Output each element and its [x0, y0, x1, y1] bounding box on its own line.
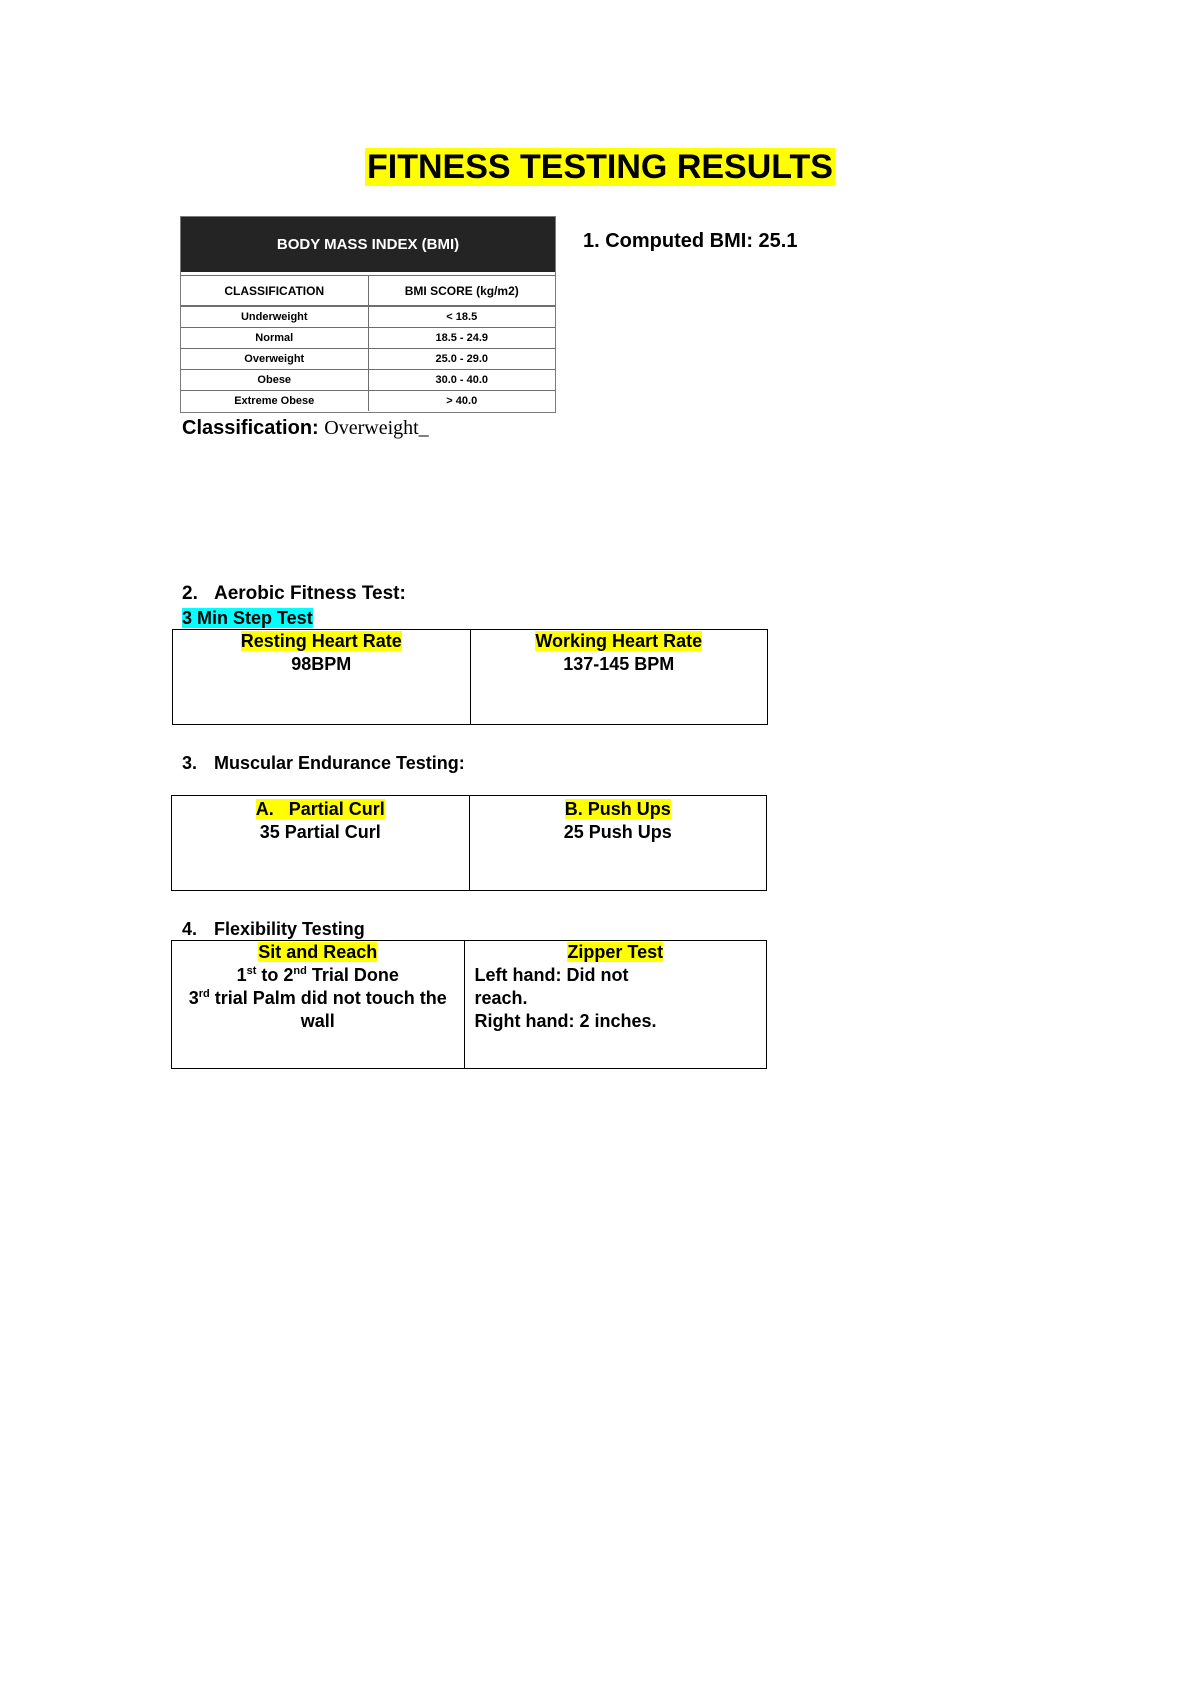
bmi-row-score: 25.0 - 29.0: [435, 353, 489, 365]
resting-heart-rate-label: Resting Heart Rate: [240, 631, 402, 651]
bmi-reference-table: [180, 216, 556, 413]
endurance-heading: 3. Muscular Endurance Testing:: [182, 753, 465, 773]
working-heart-rate-value: 137-145 BPM: [563, 654, 675, 674]
partial-curl-cell: [172, 796, 469, 890]
aerobic-heading: 2. Aerobic Fitness Test:: [182, 583, 406, 604]
bmi-row-score: 18.5 - 24.9: [435, 332, 489, 344]
table-row: [181, 348, 555, 369]
bmi-row-label: Extreme Obese: [181, 391, 369, 411]
classification-label: Classification:: [182, 417, 319, 439]
bmi-row-label: Underweight: [181, 307, 369, 327]
table-row: [181, 305, 555, 327]
working-heart-rate-label: Working Heart Rate: [535, 631, 703, 651]
push-ups-label: B. Push Ups: [564, 799, 671, 819]
table-row: [181, 390, 555, 411]
bmi-table-header: BODY MASS INDEX (BMI): [181, 217, 555, 272]
zipper-test-left: Left hand: Did not reach.: [474, 965, 629, 1008]
resting-heart-rate-value: 98BPM: [291, 654, 352, 674]
flexibility-results-table: [171, 940, 767, 1069]
aerobic-results-table: [172, 629, 768, 725]
page-title: FITNESS TESTING RESULTS: [367, 148, 833, 186]
bmi-row-score: > 40.0: [446, 395, 478, 407]
endurance-results-table: [171, 795, 767, 891]
sit-and-reach-line1: 1st to 2nd Trial Done: [236, 965, 399, 985]
table-row: [181, 327, 555, 348]
sit-and-reach-cell: [172, 941, 464, 1068]
zipper-test-right: Right hand: 2 inches.: [474, 1011, 657, 1031]
flexibility-heading: 4. Flexibility Testing: [182, 919, 365, 939]
bmi-row-score: < 18.5: [446, 311, 478, 323]
computed-bmi: 1. Computed BMI: 25.1: [583, 230, 798, 252]
working-heart-rate-cell: [470, 630, 768, 724]
push-ups-value: 25 Push Ups: [563, 822, 672, 842]
bmi-row-label: Overweight: [181, 349, 369, 369]
table-row: [181, 369, 555, 390]
classification-value: Overweight_: [324, 417, 429, 439]
bmi-col-score: BMI SCORE (kg/m2): [404, 283, 519, 298]
classification-line: [182, 416, 429, 440]
zipper-test-cell: [464, 941, 767, 1068]
partial-curl-label: A. Partial Curl: [255, 799, 385, 819]
partial-curl-value: 35 Partial Curl: [259, 822, 381, 842]
bmi-column-headers: [181, 275, 555, 305]
push-ups-cell: [469, 796, 767, 890]
zipper-test-label: Zipper Test: [567, 942, 664, 962]
bmi-row-label: Obese: [181, 370, 369, 390]
resting-heart-rate-cell: [173, 630, 470, 724]
sit-and-reach-label: Sit and Reach: [258, 942, 378, 962]
bmi-row-label: Normal: [181, 328, 369, 348]
sit-and-reach-line2: 3rd trial Palm did not touch the wall: [188, 988, 447, 1031]
bmi-col-classification: CLASSIFICATION: [181, 276, 369, 305]
bmi-row-score: 30.0 - 40.0: [435, 374, 489, 386]
step-test-subheading: 3 Min Step Test: [182, 608, 313, 628]
